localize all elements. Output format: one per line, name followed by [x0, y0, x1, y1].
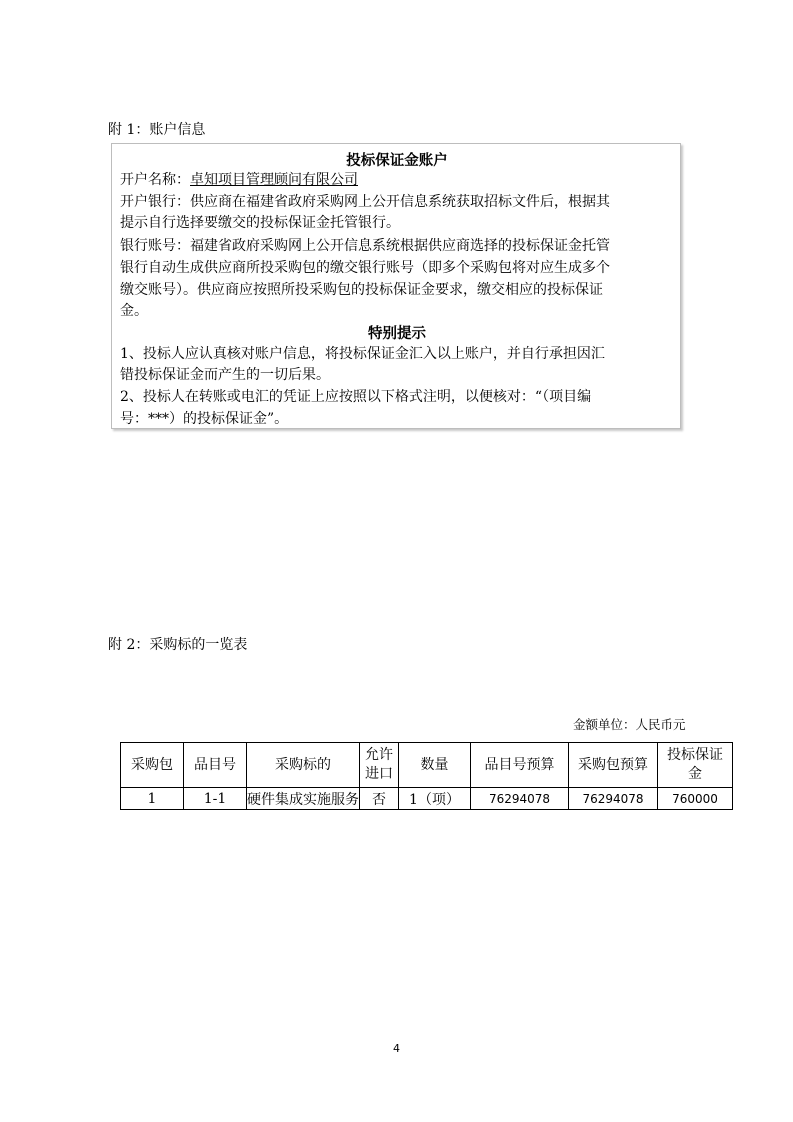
- procurement-items-table: [120, 742, 733, 810]
- header-package: 采购包: [121, 743, 184, 788]
- deposit-account-box: [111, 143, 681, 429]
- deposit-account-title: 投标保证金账户: [346, 153, 448, 169]
- header-subject: 采购标的: [247, 743, 360, 788]
- account-no-line: 金。: [120, 303, 148, 319]
- header-item-no: 品目号: [184, 743, 247, 788]
- account-no-line: 缴交账号）。供应商应按照所投采购包的投标保证金要求，缴交相应的投标保证: [120, 282, 603, 298]
- attachment-2-heading: 附 2：采购标的一览表: [108, 637, 248, 653]
- notice-line: 号：***）的投标保证金”。: [120, 411, 289, 427]
- cell-deposit: 760000: [658, 788, 733, 810]
- cell-subject: 硬件集成实施服务: [247, 788, 360, 810]
- account-name-value: 卓知项目管理顾问有限公司: [190, 172, 358, 188]
- header-import-line1: 允许: [365, 747, 393, 763]
- cell-item-no: 1-1: [184, 788, 247, 810]
- cell-package-budget: 76294078: [569, 788, 658, 810]
- account-name-label: 开户名称：: [120, 172, 190, 188]
- cell-quantity: 1（项）: [399, 788, 471, 810]
- table-header-row: [121, 743, 733, 788]
- special-notice-title: 特别提示: [368, 326, 426, 342]
- notice-line: 1、投标人应认真核对账户信息，将投标保证金汇入以上账户，并自行承担因汇: [120, 346, 605, 362]
- currency-unit-note: 金额单位：人民币元: [573, 717, 686, 732]
- attachment-1-heading: 附 1：账户信息: [108, 122, 206, 138]
- bank-line: 开户银行：供应商在福建省政府采购网上公开信息系统获取招标文件后，根据其: [120, 194, 610, 210]
- page-number: 4: [393, 1042, 400, 1055]
- header-deposit: [658, 743, 733, 788]
- header-quantity: 数量: [399, 743, 471, 788]
- account-name-line: [120, 171, 358, 189]
- header-package-budget: 采购包预算: [569, 743, 658, 788]
- notice-line: 错投标保证金而产生的一切后果。: [120, 367, 330, 383]
- cell-import: 否: [360, 788, 399, 810]
- header-import-allowed: [360, 743, 399, 788]
- header-item-budget: 品目号预算: [471, 743, 569, 788]
- cell-item-budget: 76294078: [471, 788, 569, 810]
- account-no-line: 银行账号：福建省政府采购网上公开信息系统根据供应商选择的投标保证金托管: [120, 238, 610, 254]
- header-import-line2: 进口: [365, 766, 393, 782]
- cell-package: 1: [121, 788, 184, 810]
- bank-line: 提示自行选择要缴交的投标保证金托管银行。: [120, 215, 400, 231]
- header-deposit-line1: 投标保证: [667, 747, 723, 763]
- account-no-line: 银行自动生成供应商所投采购包的缴交银行账号（即多个采购包将对应生成多个: [120, 260, 610, 276]
- notice-line: 2、投标人在转账或电汇的凭证上应按照以下格式注明，以便核对：“（项目编: [120, 389, 592, 405]
- table-row: [121, 788, 733, 810]
- header-deposit-line2: 金: [688, 766, 702, 782]
